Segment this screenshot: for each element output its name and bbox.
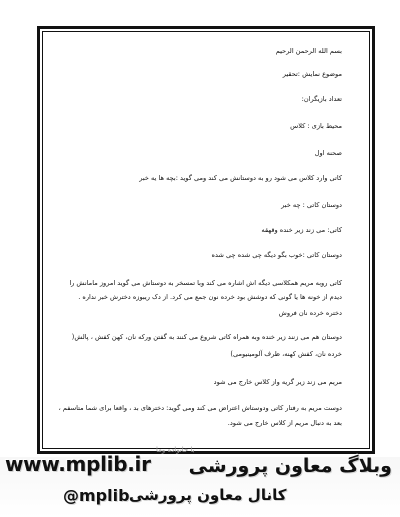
document-line: دوست مریم به رفتار کاتی ودوستاش اعتراض می کند ومی گوید: دخترهای بد ، واقعا برای شما متاسفم ، <box>58 404 342 412</box>
document-line: دوستان کاتی :خوب بگو دیگه چی شده چی شده <box>211 251 342 259</box>
document-line: دختره خرده نان فروش <box>278 309 342 317</box>
blog-name-watermark: وبلاگ معاون پرورشی <box>188 455 392 477</box>
document-line: کاتی روبه مریم همکلاسی دیگه اش اشاره می کند وبا تمسخر به دوستاش می گوید امروز مامانش را <box>69 279 342 287</box>
document-line: بعد به دنبال مریم از کلاس خارج می شود. <box>227 419 342 427</box>
document-line: موضوع نمایش :تحقیر <box>282 70 342 78</box>
document-line: کاتی وارد کلاس می شود رو به دوستانش می کند ومی گوید :بچه ها یه خبر <box>139 174 342 182</box>
document-page-frame <box>37 26 375 454</box>
document-line: خرده نان، کفش کهنه، ظرف آلومینیومی) <box>230 350 342 358</box>
document-line: صحنه اول <box>314 149 342 157</box>
document-line: محیط بازی : کلاس <box>290 122 342 130</box>
channel-name-watermark: کانال معاون پرورشی <box>129 486 287 504</box>
channel-handle-watermark: @mplib <box>63 486 130 505</box>
document-line: دیدم از خونه ها یا گونی که دوشش بود خرده نون جمع می کرد. از دک ریبوزه دخترش خبر نداره . <box>78 293 342 301</box>
document-line: کاتی: می زند زیر خنده وقهقه <box>261 226 342 234</box>
document-line: دوستان هم می زنند زیر خنده وبه همراه کاتی شروع می کنند به گفتن ورکه نان، کهن کفش ، پالش( <box>71 333 342 341</box>
document-line: تعداد بازیگران: <box>301 95 342 103</box>
faint-overlap-text: با خانواده وما <box>156 446 195 454</box>
document-line: بسم الله الرحمن الرحیم <box>275 47 342 55</box>
document-line: دوستان کاتی : چه خبر <box>281 201 342 209</box>
site-url-watermark: www.mplib.ir <box>5 452 151 476</box>
document-line: مریم می زند زیر گریه واز کلاس خارج می شود <box>213 378 342 386</box>
